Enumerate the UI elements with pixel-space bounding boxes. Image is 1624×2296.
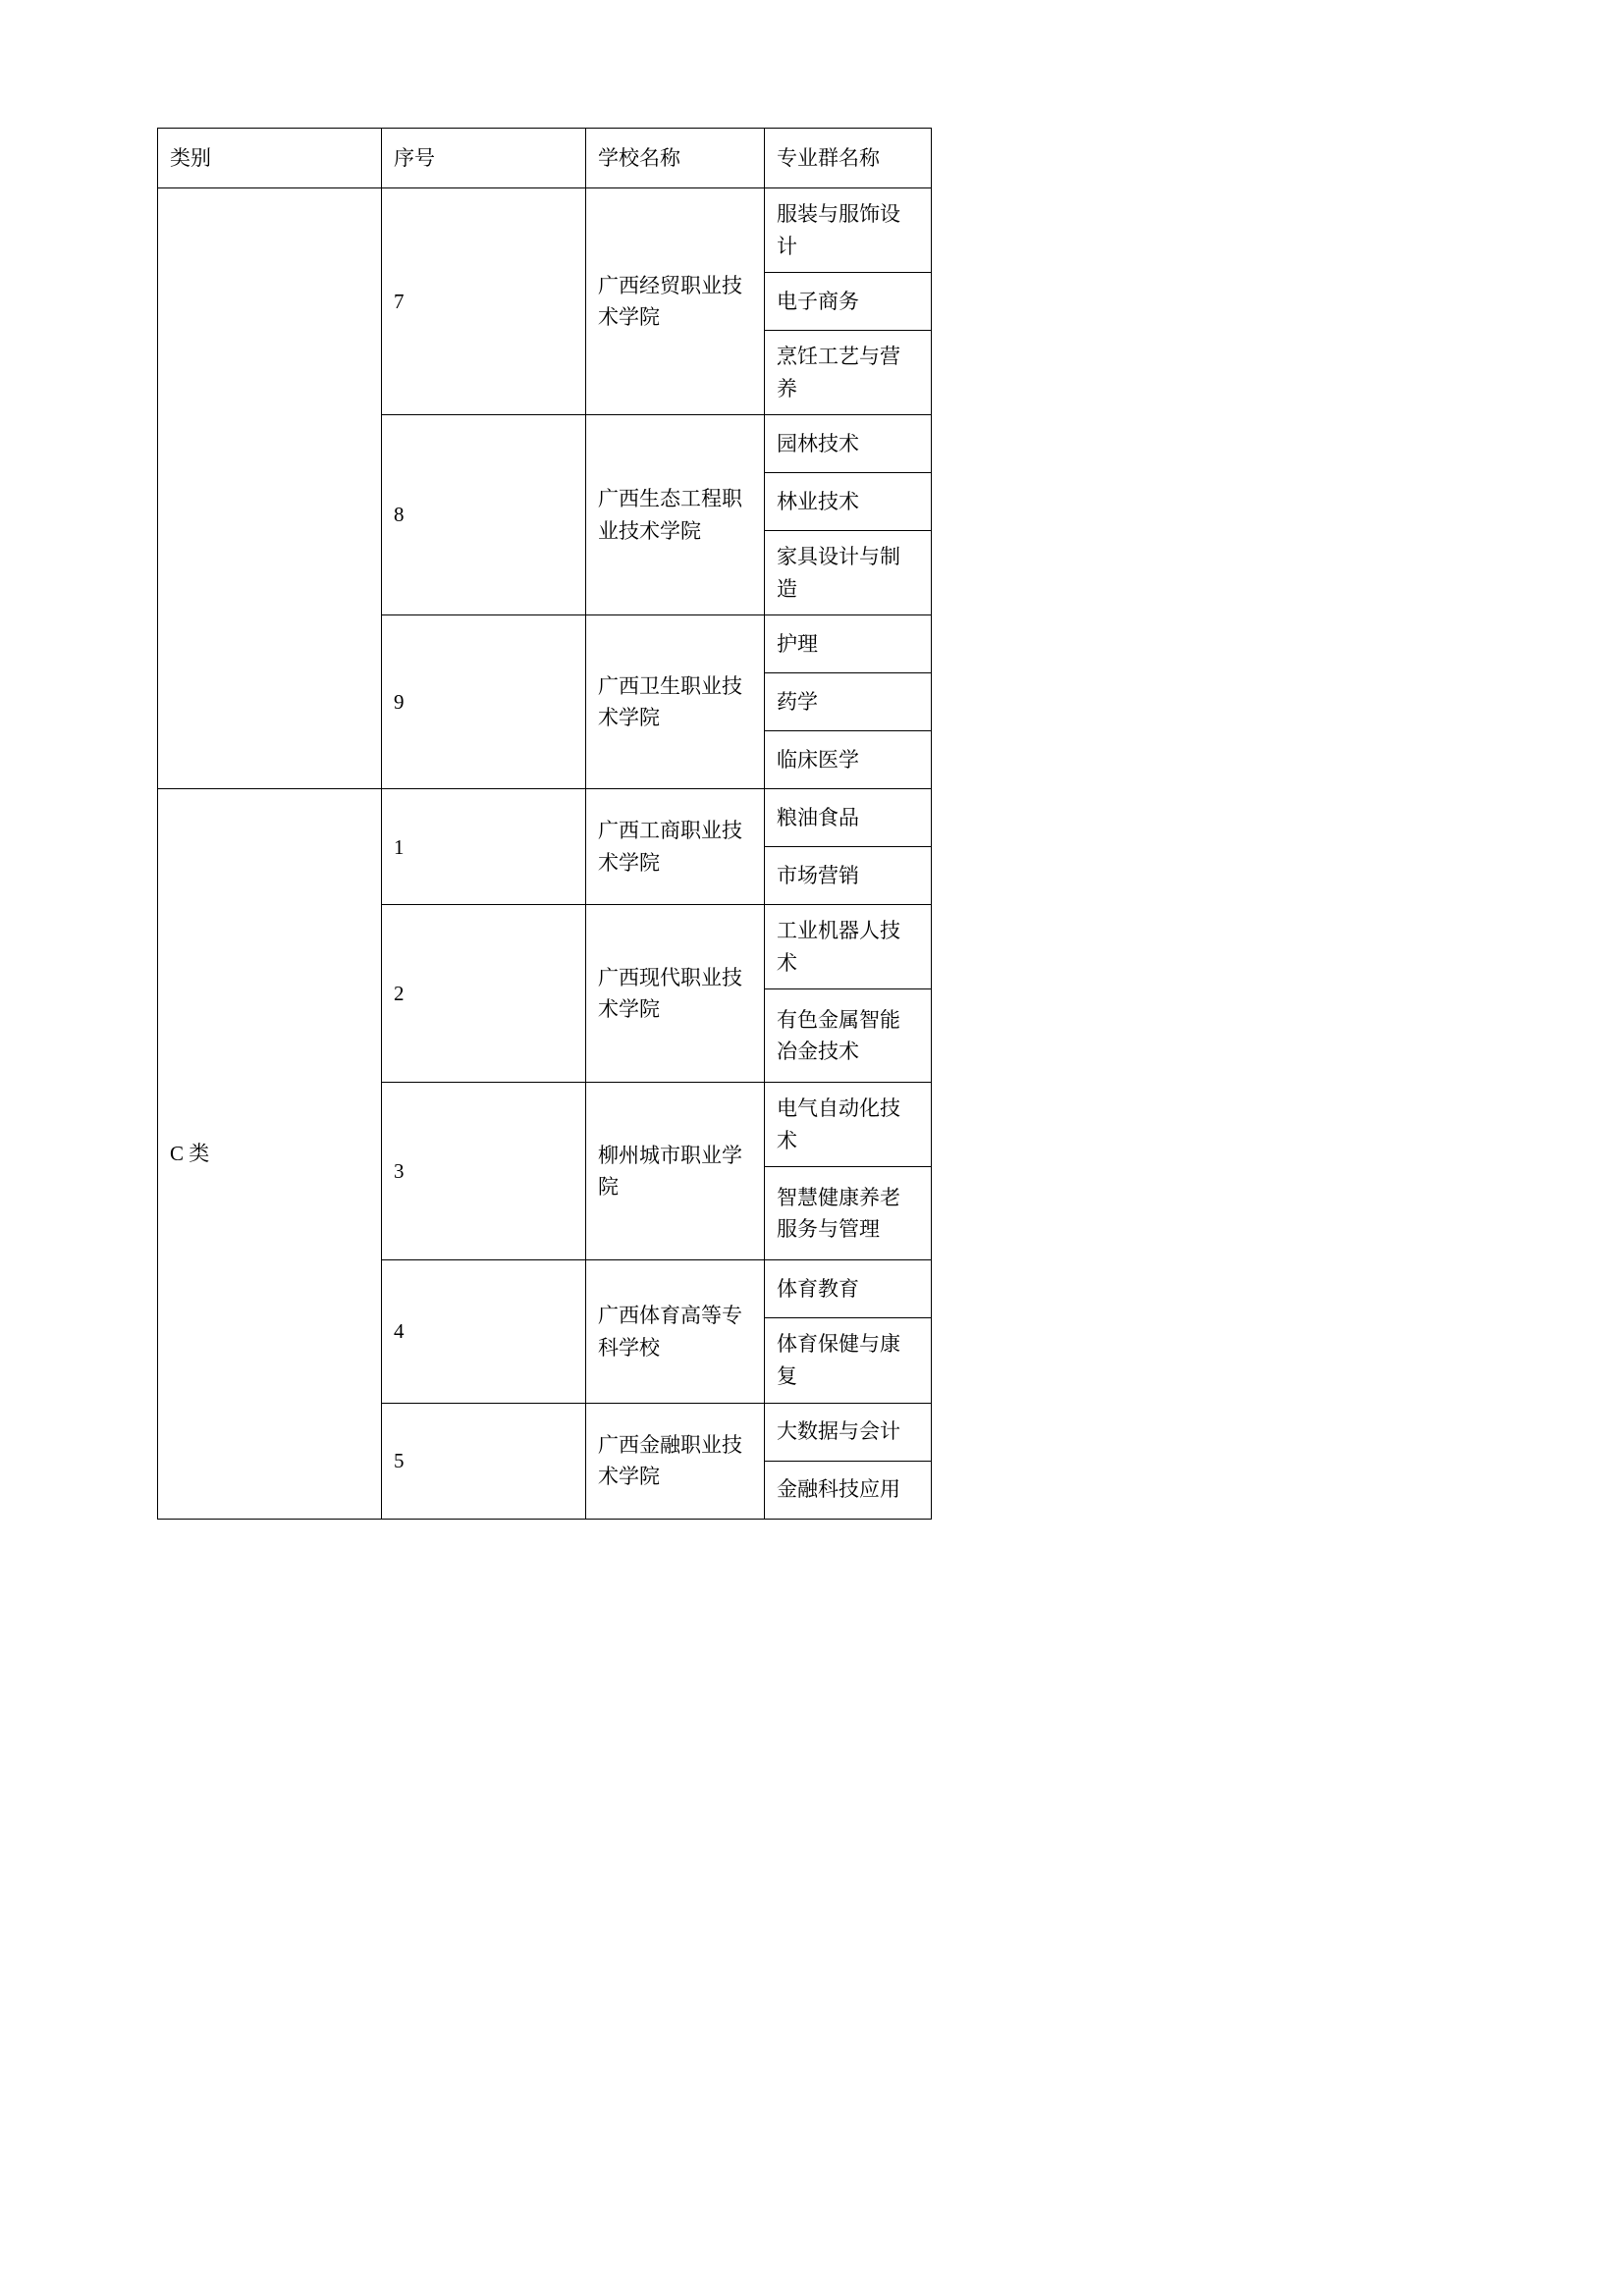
- school-cell: 广西现代职业技术学院: [586, 905, 765, 1083]
- major-group-cell: 有色金属智能冶金技术: [765, 989, 932, 1083]
- major-group-cell: 体育教育: [765, 1260, 932, 1318]
- major-group-cell: 体育保健与康复: [765, 1318, 932, 1403]
- major-group-cell: 金融科技应用: [765, 1461, 932, 1519]
- index-cell: 1: [382, 789, 586, 905]
- school-cell: 广西生态工程职业技术学院: [586, 415, 765, 615]
- major-group-cell: 园林技术: [765, 415, 932, 473]
- major-group-cell: 药学: [765, 673, 932, 731]
- index-cell: 5: [382, 1403, 586, 1519]
- table-row: [158, 188, 932, 273]
- column-header-index: 序号: [382, 129, 586, 188]
- major-group-cell: 服装与服饰设计: [765, 188, 932, 273]
- school-cell: 柳州城市职业学院: [586, 1083, 765, 1260]
- school-cell: 广西卫生职业技术学院: [586, 615, 765, 789]
- majors-table: [157, 128, 932, 1520]
- column-header-major-group: 专业群名称: [765, 129, 932, 188]
- major-group-cell: 家具设计与制造: [765, 531, 932, 615]
- column-header-school: 学校名称: [586, 129, 765, 188]
- category-cell-blank: [158, 188, 382, 789]
- major-group-cell: 市场营销: [765, 847, 932, 905]
- index-cell: 4: [382, 1260, 586, 1403]
- major-group-cell: 电气自动化技术: [765, 1083, 932, 1167]
- category-cell-c: C 类: [158, 789, 382, 1519]
- table-container: [157, 128, 931, 1520]
- major-group-cell: 临床医学: [765, 731, 932, 789]
- school-cell: 广西金融职业技术学院: [586, 1403, 765, 1519]
- index-cell: 8: [382, 415, 586, 615]
- school-cell: 广西工商职业技术学院: [586, 789, 765, 905]
- index-cell: 3: [382, 1083, 586, 1260]
- major-group-cell: 林业技术: [765, 473, 932, 531]
- major-group-cell: 大数据与会计: [765, 1403, 932, 1461]
- major-group-cell: 电子商务: [765, 273, 932, 331]
- major-group-cell: 护理: [765, 615, 932, 673]
- major-group-cell: 粮油食品: [765, 789, 932, 847]
- table-row: [158, 789, 932, 847]
- table-header-row: [158, 129, 932, 188]
- index-cell: 7: [382, 188, 586, 415]
- major-group-cell: 工业机器人技术: [765, 905, 932, 989]
- school-cell: 广西经贸职业技术学院: [586, 188, 765, 415]
- column-header-category: 类别: [158, 129, 382, 188]
- school-cell: 广西体育高等专科学校: [586, 1260, 765, 1403]
- index-cell: 9: [382, 615, 586, 789]
- major-group-cell: 烹饪工艺与营养: [765, 331, 932, 415]
- major-group-cell: 智慧健康养老服务与管理: [765, 1167, 932, 1260]
- index-cell: 2: [382, 905, 586, 1083]
